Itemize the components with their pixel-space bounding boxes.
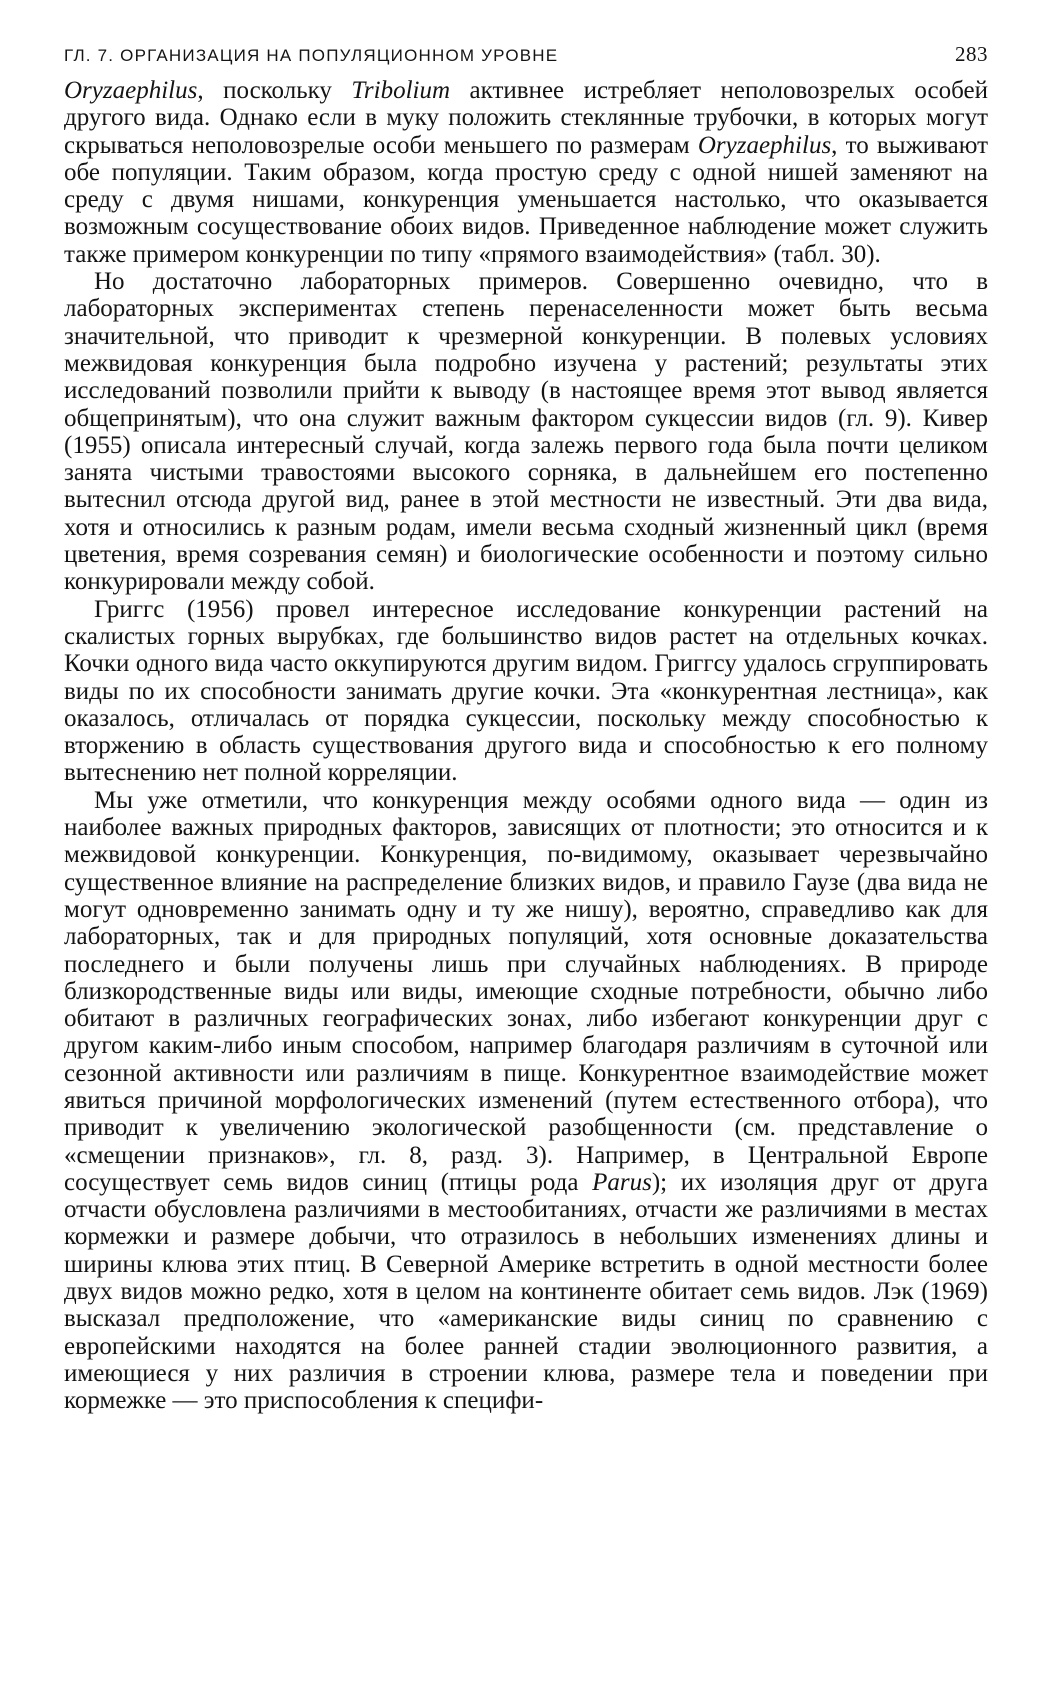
paragraph-1: Oryzaephilus, поскольку Tribolium активнее истребляет неполовозрелых особей другого вида. Однако если в муку положить стеклянные трубочки, в которых могут скрываться неполовозрелые особи меньшего по размерам Oryzaephilus, то выживают обе популяции. Таким образом, когда простую среду с одной нишей заменяют на среду с двумя нишами, конкуренция уменьшается настолько, что оказывается возможным сосуществование обоих видов. Приведенное наблюдение может служить также примером конкуренции по типу «прямого взаимодействия» (табл. 30). — [64, 77, 988, 268]
page-number: 283 — [955, 42, 988, 66]
latin-genus-name: Tribolium — [351, 77, 451, 104]
paragraph-4: Мы уже отметили, что конкуренция между особями одного вида — один из наиболее важных природных факторов, зависящих от плотности; это относится и к межвидовой конкуренции. Конкуренция, по-видимому, оказывает черезвычайно существенное влияние на распределение близких видов, и правило Гаузе (два вида не могут одновременно занимать одну и ту же нишу), вероятно, справедливо как для лабораторных, так и для природных популяций, хотя основные доказательства последнего и были получены лишь при случайных наблюдениях. В природе близкородственные виды или виды, имеющие сходные потребности, обычно либо обитают в различных географических зонах, либо избегают конкуренции друг с другом каким-либо иным способом, например благодаря различиям в суточной или сезонной активности или различиям в пище. Конкурентное взаимодействие может явиться причиной морфологических изменений (путем естественного отбора), что приводит к увеличению экологической разобщенности (см. представление о «смещении признаков», гл. 8, разд. 3). Например, в Центральной Европе сосуществует семь видов синиц (птицы рода Parus); их изоляция друг от друга отчасти обусловлена различиями в местообитаниях, отчасти же различиями в местах кормежки и размере добычи, что отразилось в небольших изменениях длины и ширины клюва этих птиц. В Северной Америке встретить в одной местности более двух видов можно редко, хотя в целом на континенте обитает семь видов. Лэк (1969) высказал предположение, что «американские виды синиц по сравнению с европейскими находятся на более ранней стадии эволюционного развития, а имеющиеся у них различия в строении клюва, размере тела и поведении при кормежке — это приспособления к специфи- — [64, 786, 989, 1415]
running-title: ГЛ. 7. ОРГАНИЗАЦИЯ НА ПОПУЛЯЦИОННОМ УРОВНЕ — [64, 46, 559, 65]
latin-genus-name: Oryzaephilus — [697, 131, 832, 159]
paragraph-2: Но достаточно лабораторных примеров. Совершенно очевидно, что в лабораторных экспериментах степень перенаселенности может быть весьма значительной, что приводит к чрезмерной конкуренции. В полевых условиях межвидовая конкуренция была подробно изучена у растений; результаты этих исследований позволили прийти к выводу (в настоящее время этот вывод является общепринятым), что она служит важным фактором сукцессии видов (гл. 9). Кивер (1955) описала интересный случай, когда залежь первого года была почти целиком занята чистыми травостоями высокого сорняка, в дальнейшем его постепенно вытеснил отсюда другой вид, ранее в этой местности не известный. Эти два вида, хотя и относились к разным родам, имели весьма сходный жизненный цикл (время цветения, время созревания семян) и биологические особенности и поэтому сильно конкурировали между собой. — [64, 268, 988, 596]
paragraph-3: Григгс (1956) провел интересное исследование конкуренции растений на скалистых горных вырубках, где большинство видов растет на отдельных кочках. Кочки одного вида часто оккупируются другим видом. Григгсу удалось сгруппировать виды по их способности занимать другие кочки. Эта «конкурентная лестница», как оказалось, отличалась от порядка сукцессии, поскольку между способностью к вторжению в область существования другого вида и способностью к его полному вытеснению нет полной корреляции. — [64, 595, 988, 787]
latin-genus-name: Oryzaephilus — [64, 77, 198, 104]
latin-genus-name: Parus — [592, 1168, 652, 1196]
body-text — [64, 77, 988, 1415]
running-header — [64, 42, 988, 67]
